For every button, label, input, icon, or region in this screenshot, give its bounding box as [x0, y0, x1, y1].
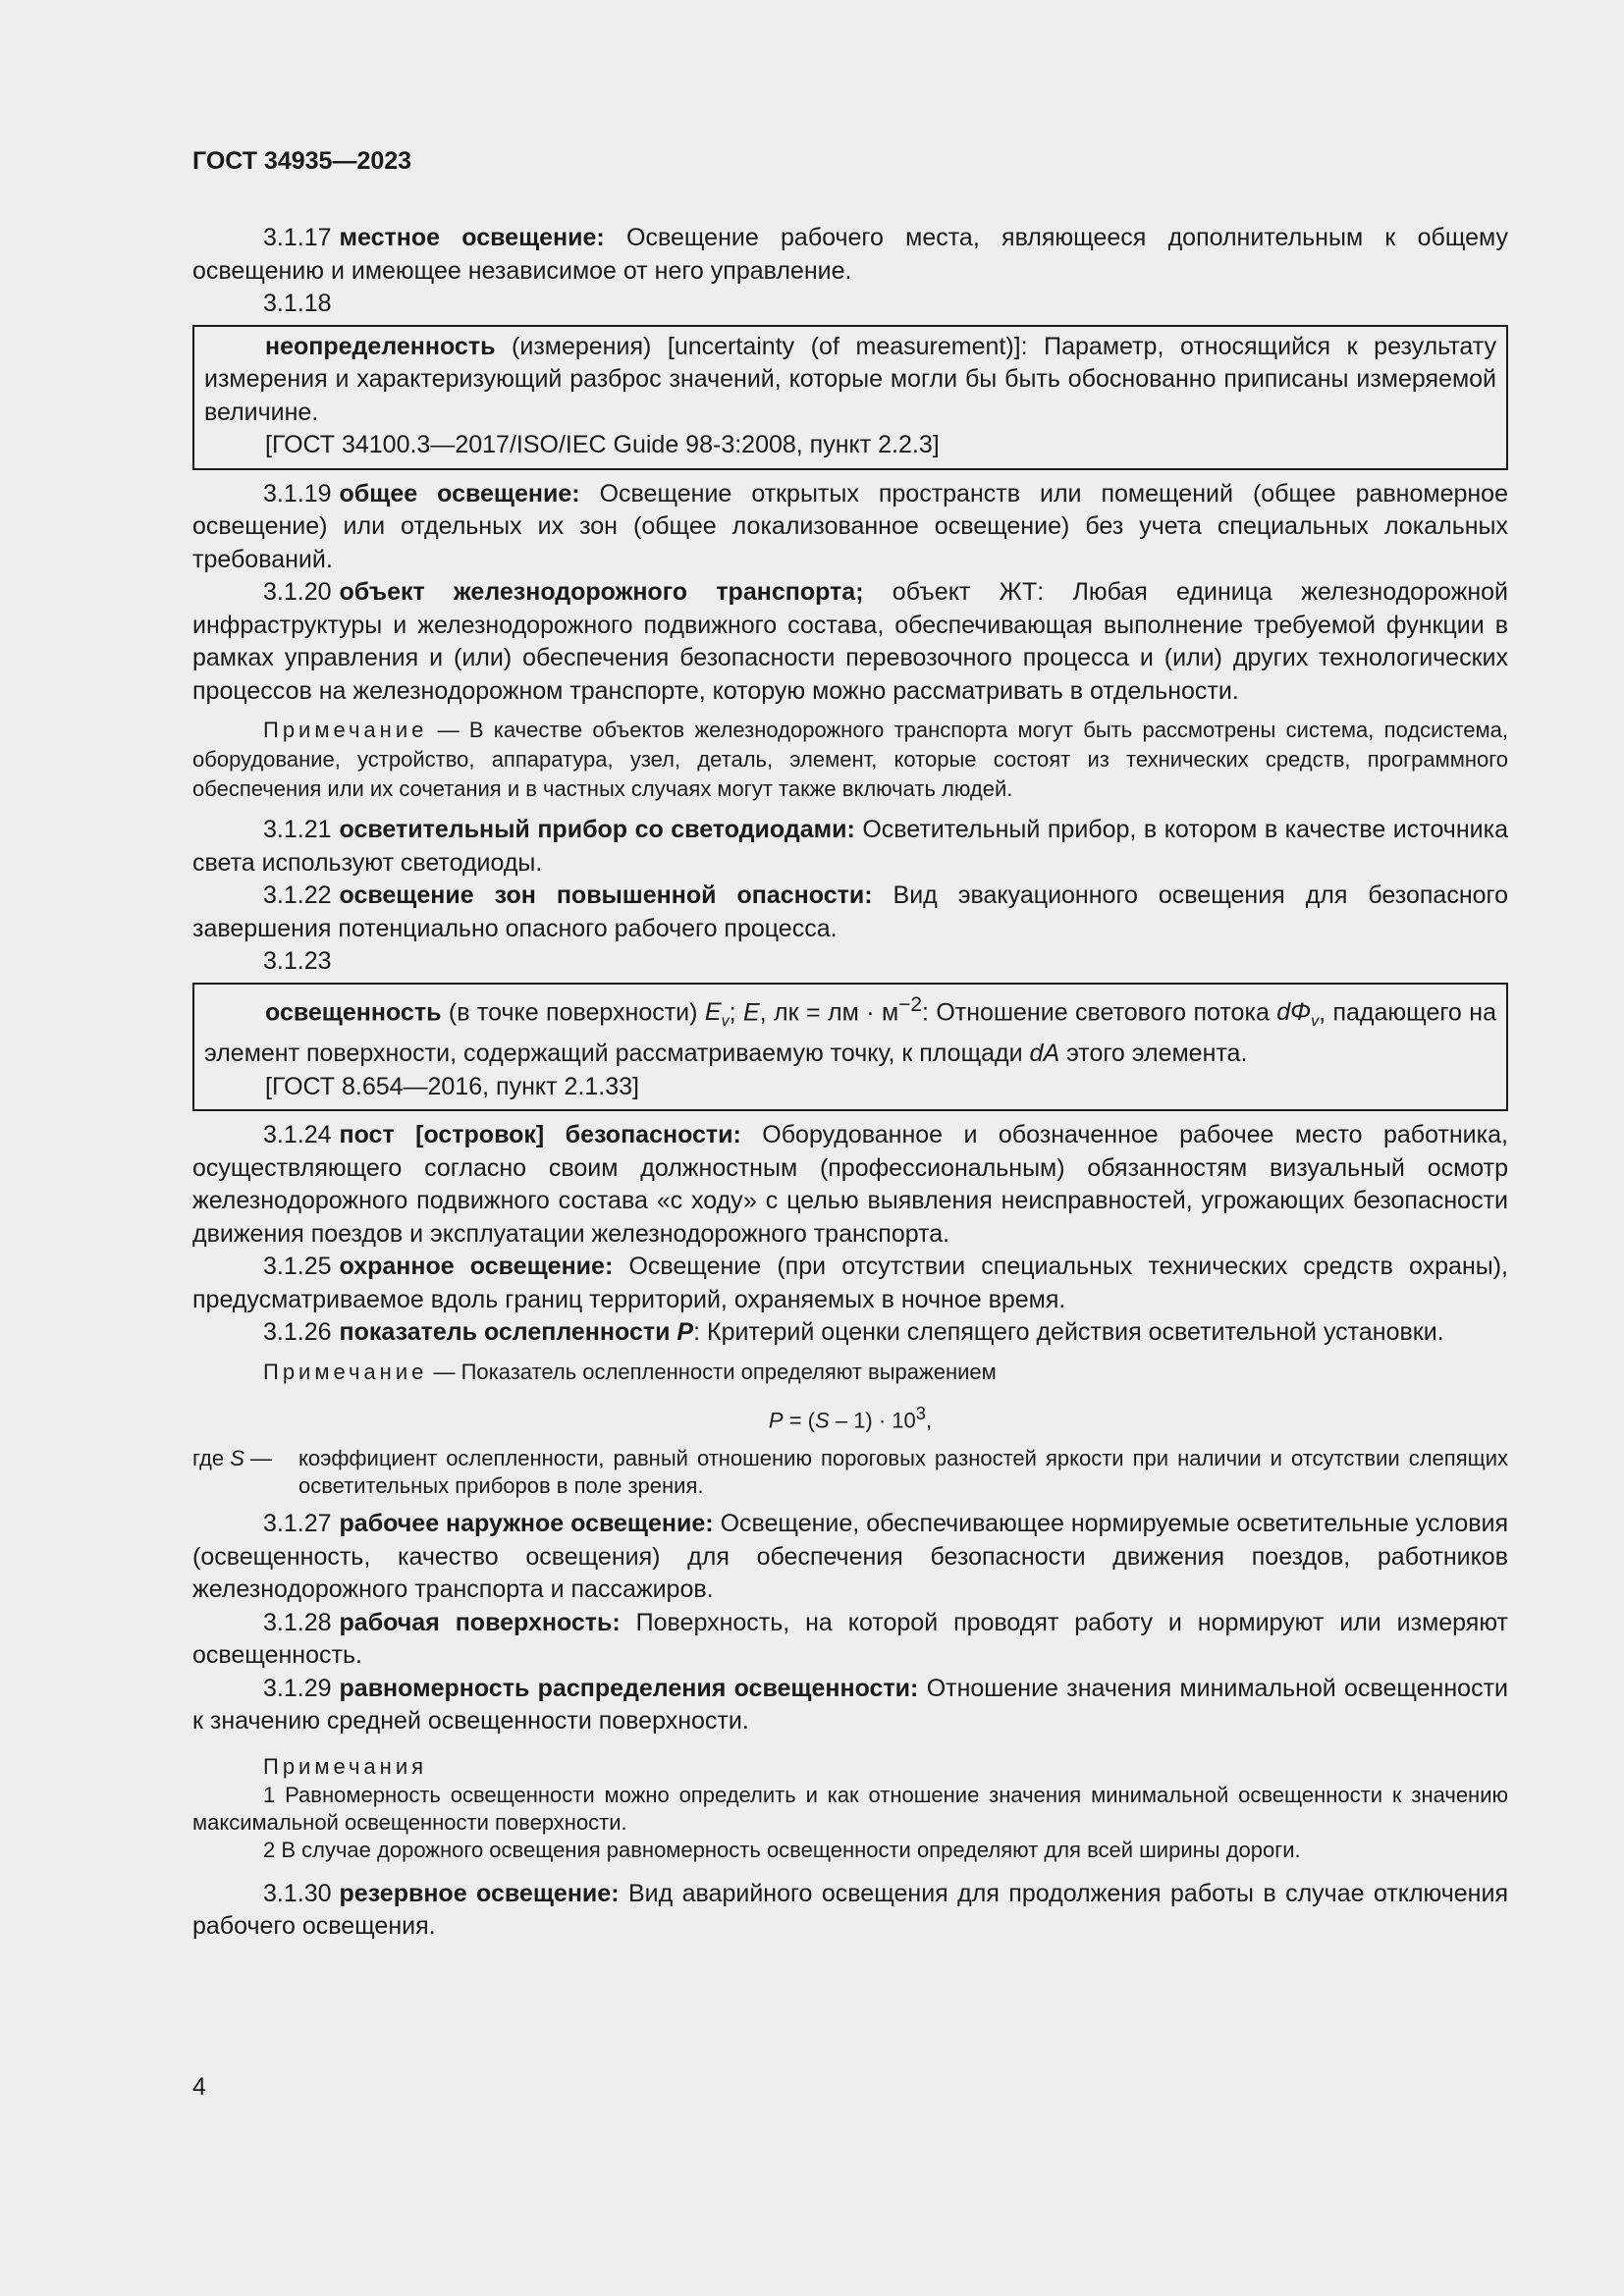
term-title: неопределенность — [265, 332, 496, 360]
term-number-3-1-23: 3.1.23 — [263, 947, 332, 975]
term-number: 3.1.24 — [263, 1121, 332, 1149]
symbol-e: $E_v$ — [704, 997, 730, 1030]
term-3-1-30 — [192, 1878, 1508, 1944]
term-3-1-17 — [192, 222, 1508, 288]
formula-symbol: P — [768, 1408, 784, 1433]
term-number: 3.1.27 — [263, 1510, 332, 1538]
term-text: ; — [729, 997, 743, 1026]
symbol-e: E — [742, 997, 760, 1026]
term-number: 3.1.22 — [263, 881, 332, 909]
term-3-1-26 — [192, 1316, 1508, 1350]
term-3-1-29 — [192, 1673, 1508, 1738]
term-3-1-20 — [192, 576, 1508, 708]
notes-heading: Примечания — [263, 1753, 428, 1779]
note-label: Примечание — [263, 718, 428, 742]
note-item-2: 2 В случае дорожного освещения равномерность освещенности определяют для всей ширины дороги. — [263, 1837, 1301, 1862]
formula-text: = ( — [783, 1408, 816, 1433]
note-3-1-20 — [192, 716, 1508, 804]
legend-text: коэффициент ослепленности, равный отношению пороговых разностей яркости при наличии и отсутствии слепящих осветительных приборов в поле зрения. — [298, 1446, 1508, 1499]
term-definition: Вид аварийного освещения для продолжения работы в случае отключения рабочего освещения. — [192, 1879, 1508, 1941]
term-definition: Освещение открытых пространств или помещений (общее равномерное освещение) или отдельных их зон (общее локализованное освещение) без учета специальных локальных требований. — [192, 479, 1508, 573]
formula-exponent: 3 — [915, 1402, 926, 1423]
term-text: , падающего на элемент поверхности, содержащий рассматриваемую точку, к площади — [204, 997, 1496, 1068]
term-title: осветительный прибор со светодиодами: — [339, 816, 855, 843]
term-3-1-25 — [192, 1251, 1508, 1316]
term-number: 3.1.29 — [263, 1674, 332, 1702]
term-definition: объект ЖТ: Любая единица железнодорожной инфраструктуры и железнодорожного подвижного состава, обеспечивающая выполнение требуемой функции в рамках управления и (или) обеспечения безопасности перевозочного процесса и (или) других технологических процессов на железнодорожном транспорте, которую можно рассматривать в отдельности. — [192, 578, 1508, 705]
term-title: показатель ослепленности — [339, 1318, 671, 1347]
term-title: местное освещение: — [339, 224, 605, 251]
term-title: охранное освещение: — [339, 1253, 614, 1281]
term-3-1-28 — [192, 1607, 1508, 1673]
note-3-1-26 — [192, 1358, 1508, 1387]
term-3-1-27 — [192, 1508, 1508, 1607]
term-number: 3.1.19 — [263, 479, 332, 507]
term-definition: Освещение (при отсутствии специальных технических средств охраны), предусматриваемое вдоль границ территорий, охраняемых в ночное время. — [192, 1253, 1508, 1313]
term-definition: Поверхность, на которой проводят работу и нормируют или измеряют освещенность. — [192, 1608, 1508, 1670]
symbol-subscript: v — [721, 1012, 730, 1030]
term-title: равномерность распределения освещенности: — [339, 1674, 919, 1702]
term-definition: : Критерий оценки слепящего действия осветительной установки. — [693, 1318, 1444, 1347]
term-number: 3.1.17 — [263, 224, 332, 251]
term-text: : Отношение светового потока — [921, 997, 1277, 1026]
quoted-term-box-3-1-23 — [192, 983, 1508, 1112]
term-text: (в точке поверхности) — [441, 997, 705, 1026]
term-3-1-23 — [204, 988, 1496, 1071]
term-number-3-1-18: 3.1.18 — [263, 290, 332, 317]
term-definition: Освещение, обеспечивающее нормируемые осветительные условия (освещенность, качество освещения) для обеспечения безопасности движения поездов, работников железнодорожного транспорта и пассажиров. — [192, 1510, 1509, 1604]
symbol-subscript: v — [1311, 1012, 1320, 1030]
symbol-da: dA — [1029, 1040, 1060, 1068]
page-number: 4 — [192, 2073, 206, 2101]
term-definition: Освещение рабочего места, являющееся дополнительным к общему освещению и имеющее независимое от него управление. — [192, 224, 1508, 285]
term-title: пост [островок] безопасности: — [339, 1121, 741, 1149]
term-3-1-19 — [192, 478, 1508, 577]
quoted-term-box-3-1-18 — [192, 325, 1508, 470]
term-text: , лк = лм · м — [759, 997, 899, 1026]
note-item-1: 1 Равномерность освещенности можно определить и как отношение значения минимальной освещенности к значению максимальной освещенности поверхности. — [192, 1782, 1508, 1835]
term-definition: Осветительный прибор, в котором в качестве источника света используют светодиоды. — [192, 816, 1508, 877]
term-3-1-24 — [192, 1119, 1508, 1251]
formula-symbol: S — [815, 1408, 830, 1433]
note-text: — Показатель ослепленности определяют выражением — [427, 1359, 997, 1384]
formula — [192, 1397, 1508, 1437]
term-title: резервное освещение: — [339, 1879, 620, 1907]
formula-text: – 1) · 10 — [829, 1408, 916, 1433]
term-number: 3.1.21 — [263, 816, 332, 843]
formula-legend — [192, 1445, 1508, 1500]
term-definition: Оборудованное и обозначенное рабочее место работника, осуществляющего согласно своим должностным (профессиональным) обязанностям визуальный осмотр железнодорожного подвижного состава «с ходу» с целью выявления неисправностей, угрожающих безопасности движения поездов и эксплуатации железнодорожного транспорта. — [192, 1121, 1508, 1248]
term-number: 3.1.30 — [263, 1879, 332, 1907]
symbol-dphi: $d\Phi_v$ — [1276, 997, 1320, 1030]
term-source: [ГОСТ 34100.3—2017/ISO/IEC Guide 98-3:2008, пункт 2.2.3] — [265, 431, 940, 458]
term-3-1-18 — [204, 331, 1496, 430]
term-definition: Отношение значения минимальной освещенности к значению средней освещенности поверхности. — [192, 1674, 1508, 1735]
note-text: — В качестве объектов железнодорожного транспорта могут быть рассмотрены система, подсистема, оборудование, устройство, аппаратура, узел, деталь, элемент, которые состоят из технических средств, программного обеспечения или их сочетания и в частных случаях могут также включать людей. — [192, 718, 1508, 801]
unit-exponent: −2 — [898, 992, 922, 1016]
note-label: Примечание — [263, 1359, 428, 1384]
legend-symbol: где S — — [192, 1446, 273, 1471]
term-source: [ГОСТ 8.654—2016, пункт 2.1.33] — [265, 1072, 639, 1100]
term-title: объект железнодорожного транспорта; — [339, 578, 864, 606]
term-title: освещение зон повышенной опасности: — [339, 881, 873, 909]
term-title: освещенность — [265, 997, 442, 1026]
term-3-1-21 — [192, 814, 1508, 880]
term-title: общее освещение: — [339, 479, 580, 507]
term-title: рабочее наружное освещение: — [339, 1510, 714, 1538]
term-number: 3.1.28 — [263, 1608, 332, 1636]
page-content — [192, 222, 1508, 1944]
term-number: 3.1.20 — [263, 578, 332, 606]
term-title: рабочая поверхность: — [339, 1608, 621, 1636]
document-header: ГОСТ 34935—2023 — [192, 147, 412, 175]
term-number: 3.1.26 — [263, 1318, 332, 1347]
term-definition: Вид эвакуационного освещения для безопасного завершения потенциально опасного рабочего процесса. — [192, 881, 1509, 942]
term-text: этого элемента. — [1059, 1040, 1248, 1068]
term-definition: (измерения) [uncertainty (of measurement)]: Параметр, относящийся к результату измерения и характеризующий разброс значений, которые могли бы быть обоснованно приписаны измеряемой величине. — [204, 332, 1496, 426]
term-number: 3.1.25 — [263, 1253, 332, 1281]
term-3-1-22 — [192, 880, 1508, 945]
formula-text: , — [925, 1408, 933, 1433]
symbol-p: P — [677, 1318, 694, 1347]
